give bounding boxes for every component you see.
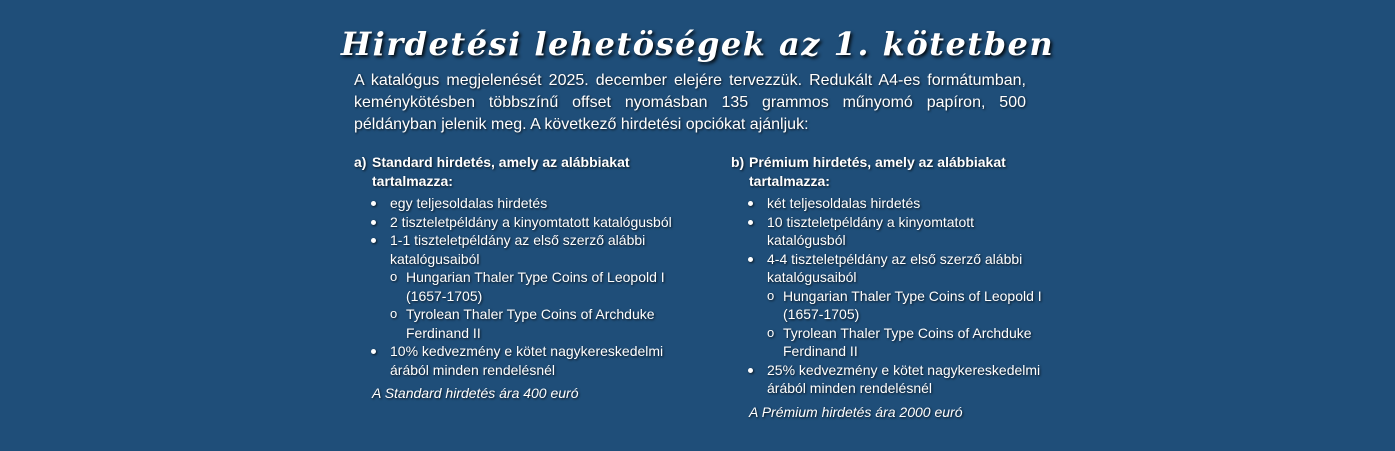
sub-list-item (767, 287, 1051, 324)
list-item-text: 10% kedvezmény e kötet nagykereskedelmi árából minden rendelésnél (390, 343, 664, 378)
premium-price: A Prémium hirdetés ára 2000 euró (749, 403, 963, 420)
sub-list-item (767, 324, 1051, 361)
list-item (354, 213, 699, 232)
sub-list-item-text: Hungarian Thaler Type Coins of Leopold I (1657-1705) (406, 269, 665, 304)
premium-heading-text: Prémium hirdetés, amely az alábbiakat tartalmazza: (749, 154, 1006, 189)
sub-list-item-text: Tyrolean Thaler Type Coins of Archduke Ferdinand II (783, 324, 1032, 359)
standard-catalog-list (390, 268, 699, 342)
list-item-text: 25% kedvezmény e kötet nagykereskedelmi árából minden rendelésnél (767, 361, 1041, 396)
list-item-text: 1-1 tiszteletpéldány az első szerző alábbi katalógusaiból (390, 232, 646, 267)
list-item (354, 342, 699, 379)
list-item-text: 2 tiszteletpéldány a kinyomtatott katalógusból (390, 213, 672, 230)
list-item-text: egy teljesoldalas hirdetés (390, 195, 548, 211)
standard-heading (354, 153, 699, 190)
premium-catalog-list (767, 287, 1051, 361)
standard-item-list (354, 194, 699, 379)
premium-heading (731, 153, 1051, 190)
sub-list-item (390, 268, 699, 305)
list-item-text: két teljesoldalas hirdetés (767, 195, 921, 211)
intro-paragraph: A katalógus megjelenését 2025. december elejére tervezzük. Redukált A4-es formátumban, keménykötésben többszínű offset nyomásban 135 grammos műnyomó papíron, 500 példányban jelenik meg. A következő hirdetési opciókat ajánljuk: (354, 72, 1026, 133)
sub-list-item-text: Hungarian Thaler Type Coins of Leopold I (1657-1705) (783, 287, 1042, 322)
premium-item-list (731, 194, 1051, 398)
standard-offer (354, 153, 699, 403)
list-item-text: 4-4 tiszteletpéldány az első szerző alábbi katalógusaiból (767, 250, 1023, 285)
premium-offer (731, 153, 1051, 421)
standard-heading-text: Standard hirdetés, amely az alábbiakat tartalmazza: (372, 154, 630, 189)
list-item (731, 194, 1051, 213)
list-item (354, 194, 699, 213)
list-item (354, 231, 699, 342)
page-title: Hirdetési lehetöségek az 1. kötetben (340, 25, 1055, 63)
list-item (731, 213, 1051, 250)
sub-list-item (390, 305, 699, 342)
list-item-text: 10 tiszteletpéldány a kinyomtatott katalógusból (767, 213, 975, 248)
list-item (731, 250, 1051, 361)
standard-price: A Standard hirdetés ára 400 euró (372, 385, 579, 401)
sub-list-item-text: Tyrolean Thaler Type Coins of Archduke Ferdinand II (406, 306, 655, 341)
standard-heading-letter: a) (354, 154, 367, 170)
premium-heading-letter: b) (731, 154, 745, 170)
list-item (731, 361, 1051, 398)
